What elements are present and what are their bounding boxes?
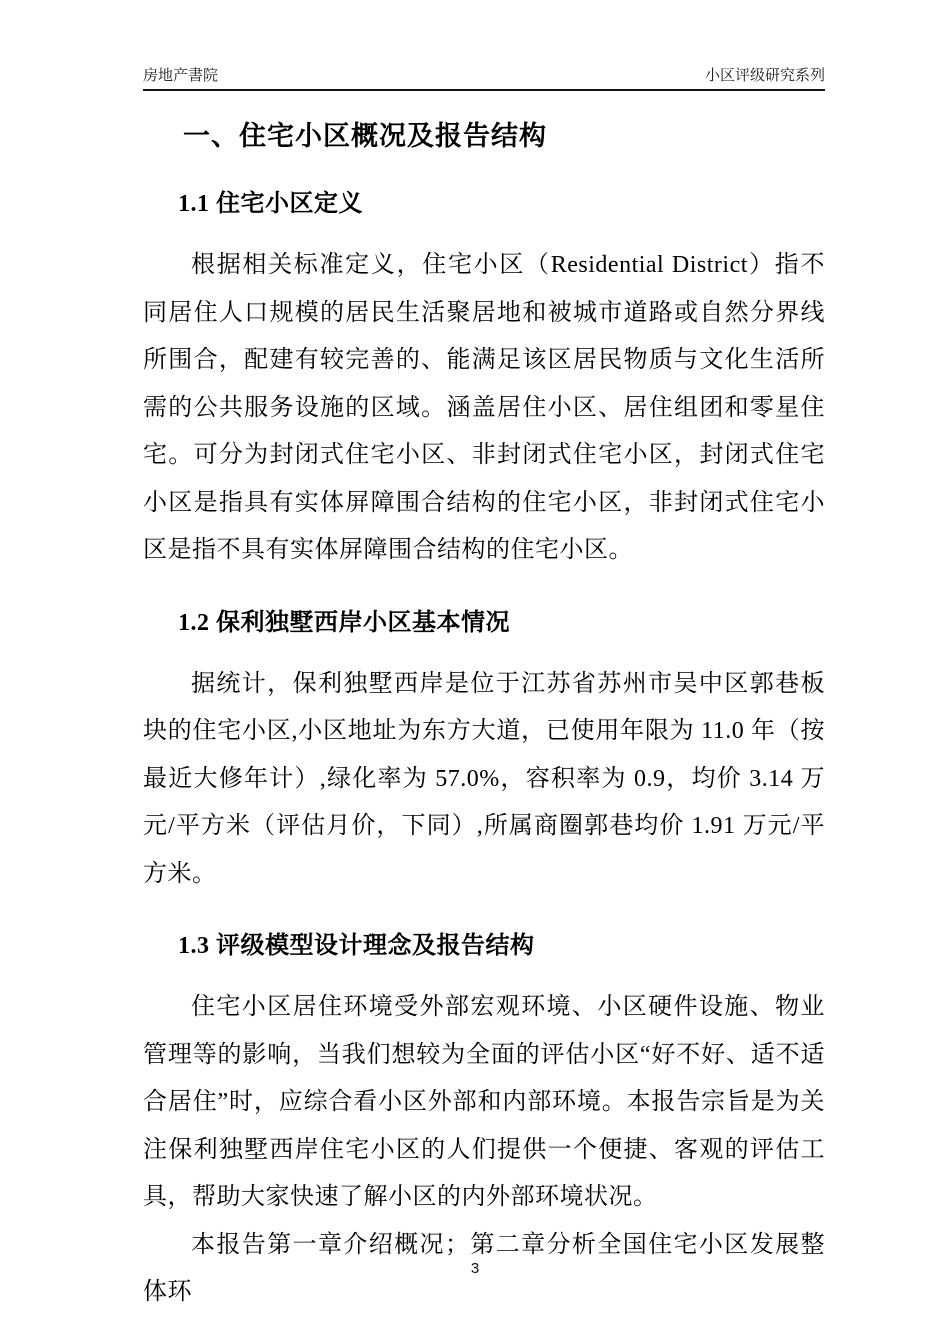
section-1-3-paragraph-2: 本报告第一章介绍概况；第二章分析全国住宅小区发展整体环 bbox=[143, 1231, 825, 1305]
section-1-1-heading: 1.1 住宅小区定义 bbox=[178, 191, 363, 217]
section-1-2-paragraph: 据统计，保利独墅西岸是位于江苏省苏州市吴中区郭巷板块的住宅小区,小区地址为东方大道，已使用年限为 11.0 年（按最近大修年计）,绿化率为 57.0%，容积率为 0.9，均价 3.14 万元/平方米（评估月价，下同）,所属商圈郭巷均价 1.91 万元/平方米。 bbox=[143, 670, 825, 887]
header-left-text: 房地产書院 bbox=[143, 67, 219, 84]
document-body bbox=[143, 102, 825, 1317]
section-1-2-heading: 1.2 保利独墅西岸小区基本情况 bbox=[178, 609, 510, 636]
page-number: 3 bbox=[470, 1260, 480, 1277]
section-1-3-heading: 1.3 评级模型设计理念及报告结构 bbox=[178, 933, 535, 959]
chapter-title: 一、住宅小区概况及报告结构 bbox=[183, 121, 547, 151]
header-right-text: 小区评级研究系列 bbox=[704, 67, 825, 84]
section-1-1 bbox=[143, 187, 825, 575]
page-footer bbox=[0, 1260, 950, 1277]
section-1-3 bbox=[143, 929, 825, 1317]
page-header bbox=[143, 64, 825, 85]
header-rule bbox=[143, 89, 825, 91]
section-1-2 bbox=[143, 606, 825, 899]
section-1-1-paragraph: 根据相关标准定义，住宅小区（Residential District）指不同居住人口规模的居民生活聚居地和被城市道路或自然分界线所围合，配建有较完善的、能满足该区居民物质与文化生活所需的公共服务设施的区域。涵盖居住小区、居住组团和零星住宅。可分为封闭式住宅小区、非封闭式住宅小区，封闭式住宅小区是指具有实体屏障围合结构的住宅小区，非封闭式住宅小区是指不具有实体屏障围合结构的住宅小区。 bbox=[143, 252, 825, 563]
section-1-3-paragraph-1: 住宅小区居住环境受外部宏观环境、小区硬件设施、物业管理等的影响，当我们想较为全面的评估小区“好不好、适不适合居住”时，应综合看小区外部和内部环境。本报告宗旨是为关注保利独墅西岸住宅小区的人们提供一个便捷、客观的评估工具，帮助大家快速了解小区的内外部环境状况。 bbox=[143, 994, 825, 1210]
